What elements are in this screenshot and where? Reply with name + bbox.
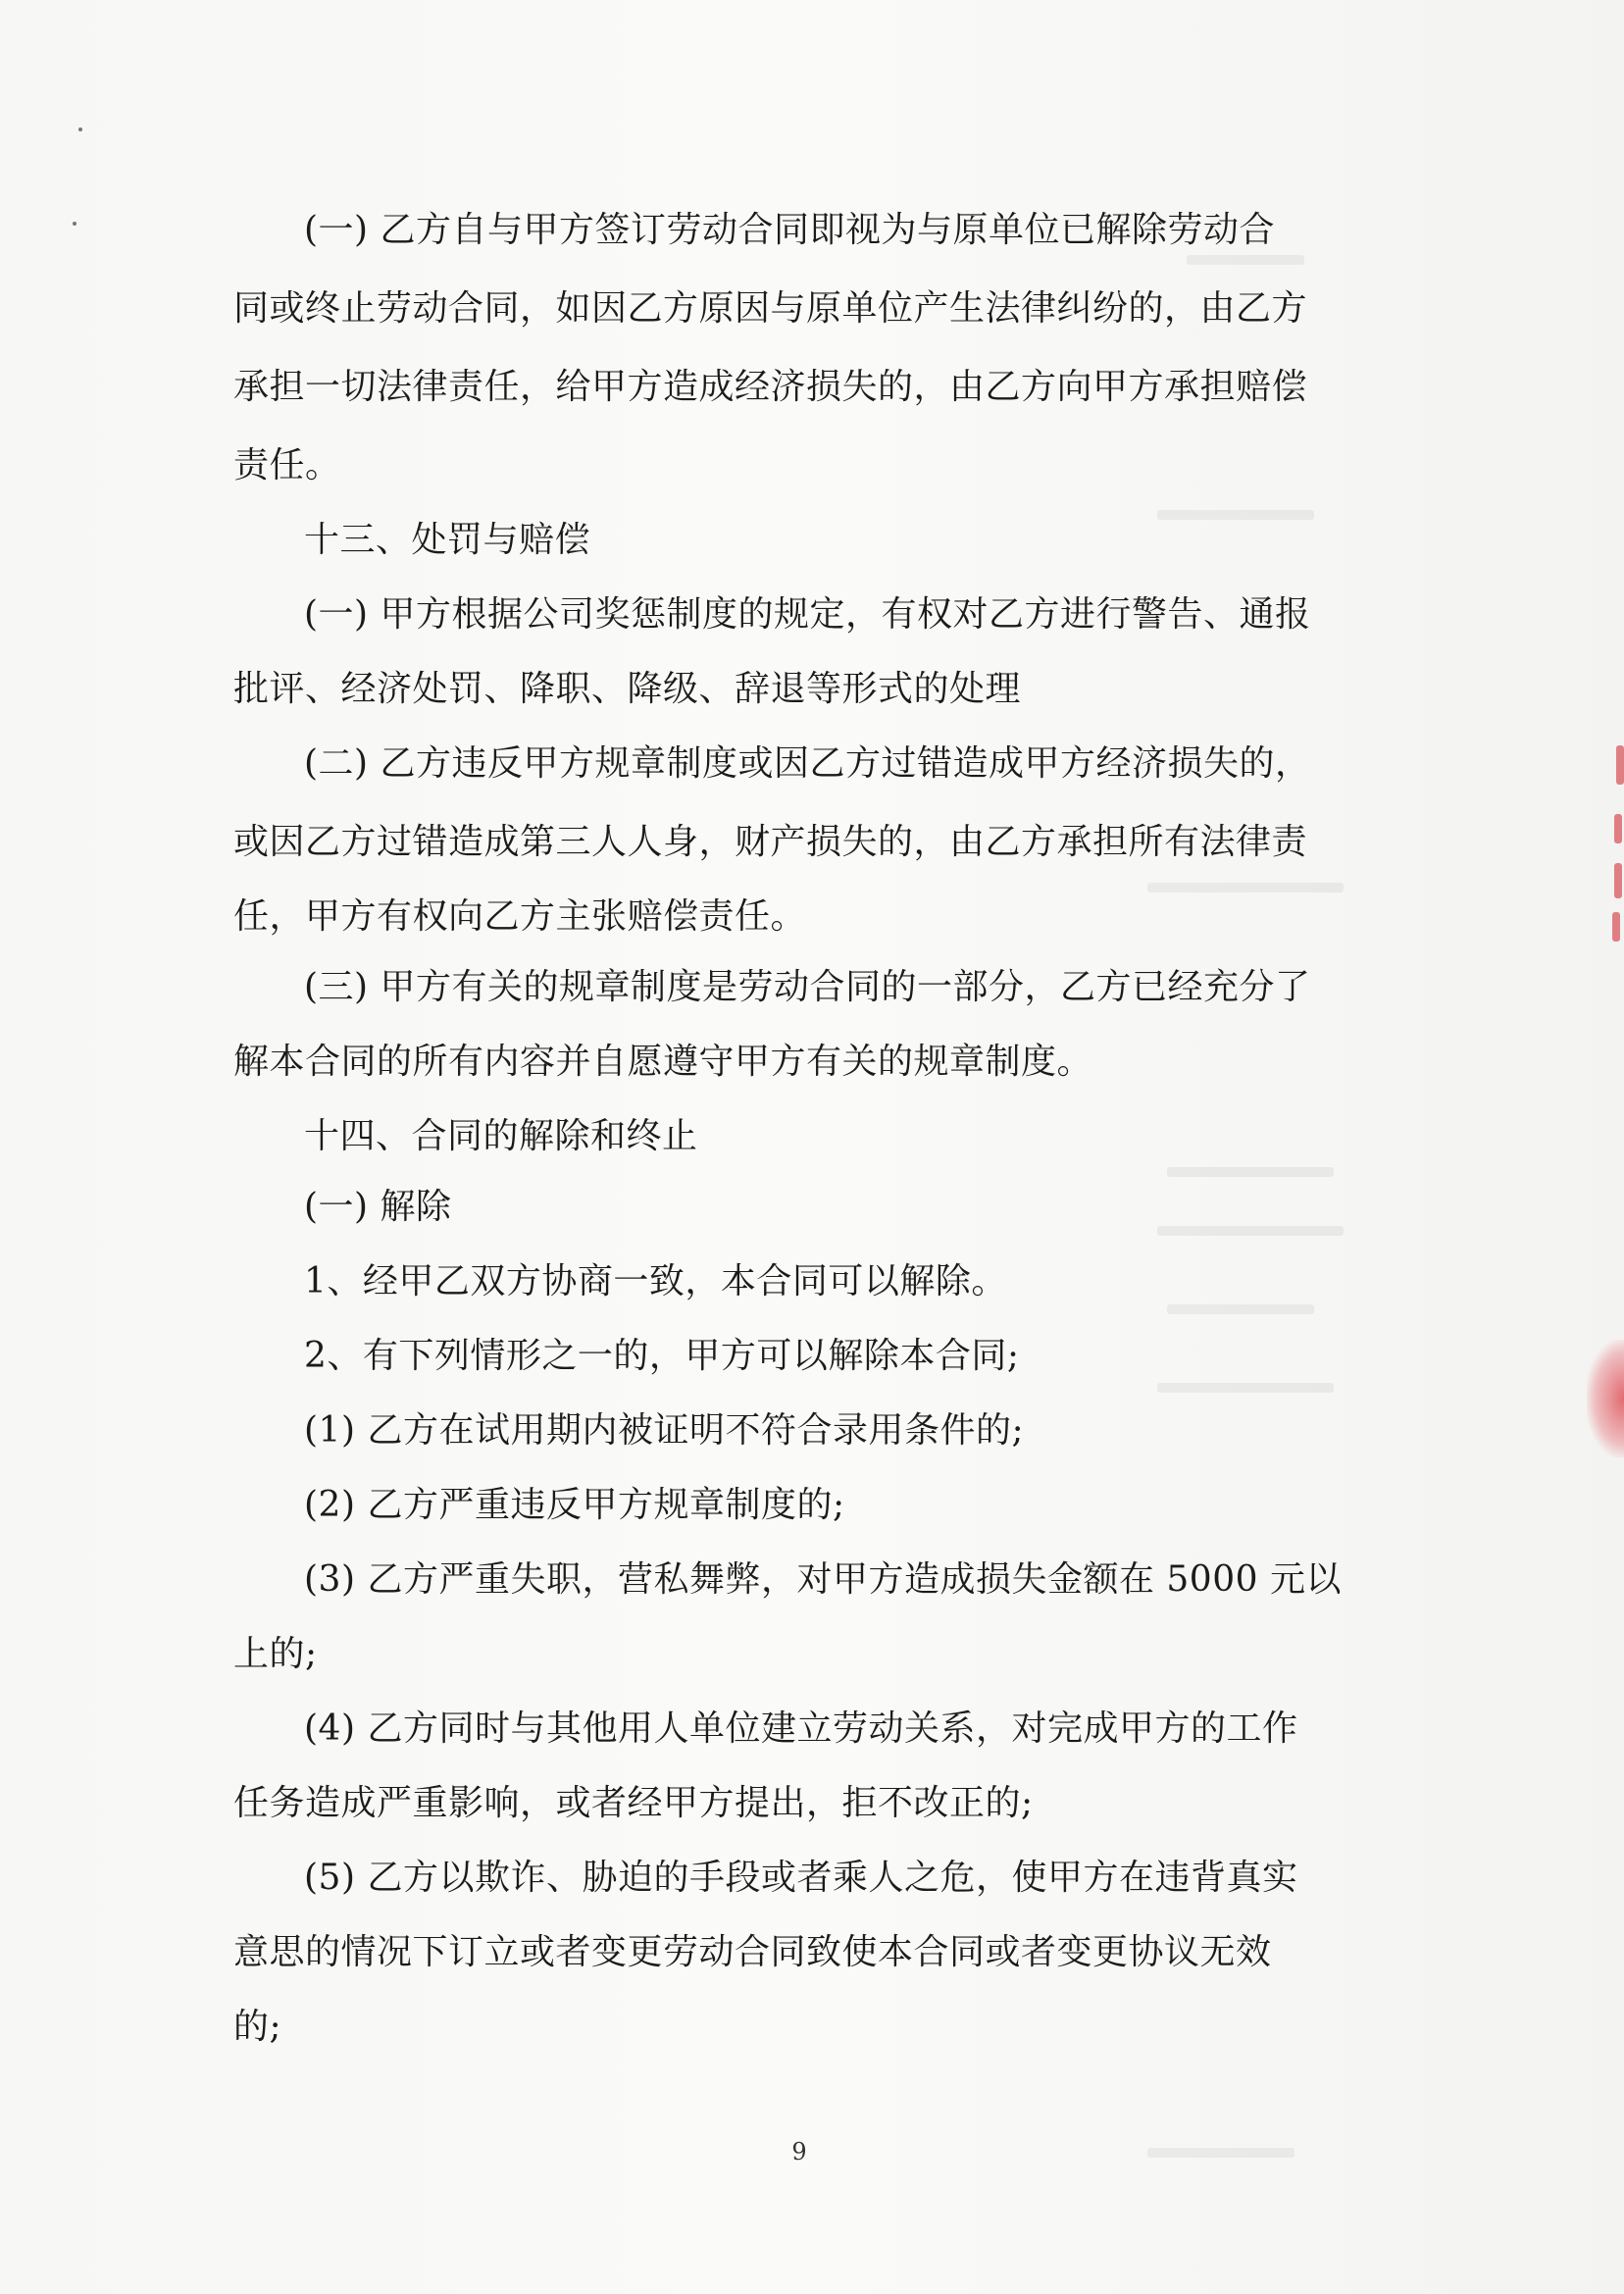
paragraph-line: (一) 甲方根据公司奖惩制度的规定，有权对乙方进行警告、通报 <box>304 594 1311 635</box>
paragraph-line: 同或终止劳动合同，如因乙方原因与原单位产生法律纠纷的，由乙方 <box>233 288 1308 329</box>
list-item: (1) 乙方在试用期内被证明不符合录用条件的; <box>304 1410 1025 1451</box>
red-mark <box>1614 814 1622 843</box>
list-item: 的; <box>233 2007 282 2047</box>
paragraph-line: 批评、经济处罚、降职、降级、辞退等形式的处理 <box>233 669 1022 709</box>
paragraph-line: (二) 乙方违反甲方规章制度或因乙方过错造成甲方经济损失的， <box>304 743 1311 784</box>
paragraph-line: 2、有下列情形之一的，甲方可以解除本合同; <box>304 1336 1020 1376</box>
paragraph-line: 任，甲方有权向乙方主张赔偿责任。 <box>233 896 807 937</box>
red-mark <box>1614 863 1622 898</box>
section-heading: 十三、处罚与赔偿 <box>304 520 591 560</box>
section-heading: 十四、合同的解除和终止 <box>304 1116 698 1156</box>
paragraph-line: 责任。 <box>233 445 341 485</box>
paragraph-line: 解本合同的所有内容并自愿遵守甲方有关的规章制度。 <box>233 1042 1093 1082</box>
paragraph-line: (三) 甲方有关的规章制度是劳动合同的一部分，乙方已经充分了 <box>304 967 1311 1007</box>
paragraph-line: 承担一切法律责任，给甲方造成经济损失的，由乙方向甲方承担赔偿 <box>233 367 1308 407</box>
list-item: 任务造成严重影响，或者经甲方提出，拒不改正的; <box>233 1783 1034 1823</box>
scan-speck <box>73 222 76 226</box>
list-item: 上的; <box>233 1634 318 1674</box>
list-item: (2) 乙方严重违反甲方规章制度的; <box>304 1485 845 1525</box>
red-mark <box>1616 745 1624 785</box>
list-item: 意思的情况下订立或者变更劳动合同致使本合同或者变更协议无效 <box>233 1932 1272 1972</box>
list-item: (5) 乙方以欺诈、胁迫的手段或者乘人之危，使甲方在违背真实 <box>304 1858 1298 1898</box>
paragraph-line: (一) 乙方自与甲方签订劳动合同即视为与原单位已解除劳动合 <box>304 210 1276 250</box>
subsection-heading: (一) 解除 <box>304 1187 452 1227</box>
paragraph-line: 1、经甲乙双方协商一致，本合同可以解除。 <box>304 1261 1007 1301</box>
list-item: (3) 乙方严重失职，营私舞弊，对甲方造成损失金额在 5000 元以 <box>304 1559 1342 1600</box>
seal-stamp-edge <box>1587 1340 1624 1457</box>
red-mark <box>1612 912 1620 942</box>
page-number: 9 <box>791 2138 807 2166</box>
paragraph-line: 或因乙方过错造成第三人人身，财产损失的，由乙方承担所有法律责 <box>233 822 1308 862</box>
scan-speck <box>78 127 82 131</box>
list-item: (4) 乙方同时与其他用人单位建立劳动关系，对完成甲方的工作 <box>304 1708 1298 1749</box>
